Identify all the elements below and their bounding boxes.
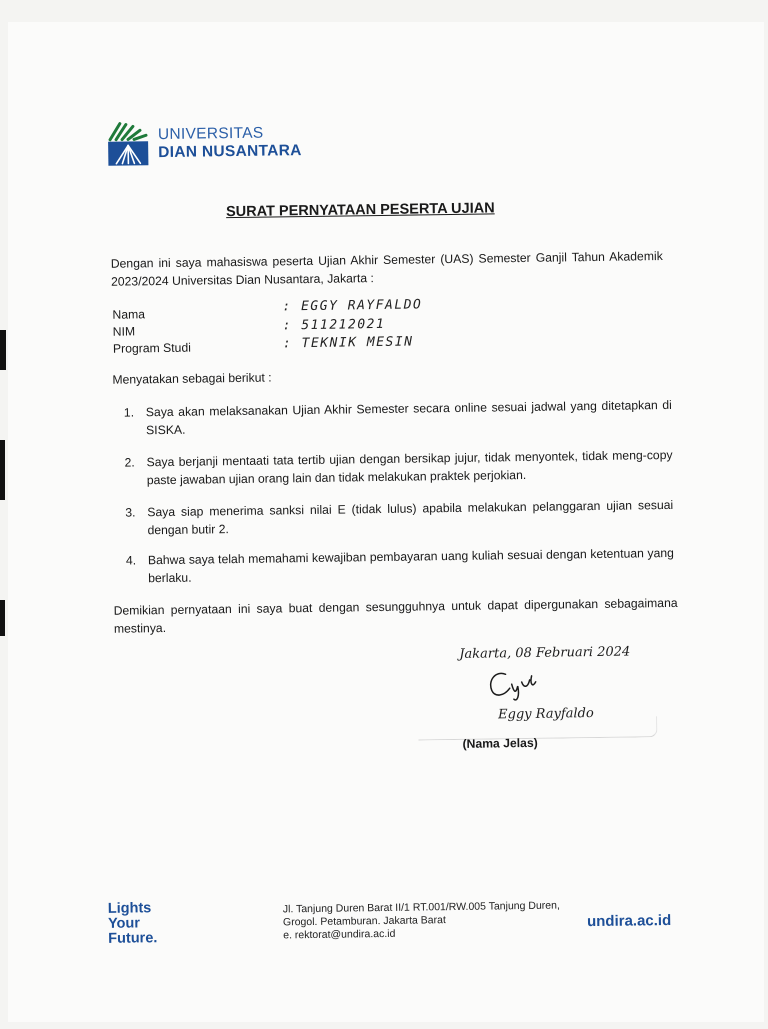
statement-item bbox=[125, 496, 673, 540]
field-label-nama: Nama bbox=[112, 307, 145, 321]
handwritten-place-date: Jakarta, 08 Februari 2024 bbox=[459, 645, 630, 662]
item-text: Bahwa saya telah memahami kewajiban pembayaran uang kuliah sesuai dengan ketentuan yang berlaku. bbox=[148, 544, 674, 587]
university-name-line2: DIAN NUSANTARA bbox=[158, 142, 302, 162]
university-logo bbox=[106, 119, 302, 168]
intro-paragraph: Dengan ini saya mahasiswa peserta Ujian Akhir Semester (UAS) Semester Ganjil Tahun Akademik 2023/2024 Universitas Dian Nusantara, Jakarta : bbox=[111, 247, 663, 291]
tagline-line: Future. bbox=[108, 931, 157, 947]
signature-area-border bbox=[418, 716, 657, 740]
footer-tagline bbox=[108, 901, 158, 947]
item-text: Saya berjanji mentaati tata tertib ujian dengan bersikap jujur, tidak menyontek, tidak meng-copy paste jawaban ujian orang lain dan tidak melakukan praktek perjokian. bbox=[146, 446, 672, 489]
field-value-program-studi: : TEKNIK MESIN bbox=[283, 335, 414, 352]
item-number: 2. bbox=[124, 453, 134, 471]
university-logo-icon bbox=[106, 121, 151, 168]
statement-item bbox=[126, 544, 674, 588]
field-label-program-studi: Program Studi bbox=[113, 341, 191, 356]
item-number: 4. bbox=[126, 551, 136, 569]
field-value-nama: : EGGY RAYFALDO bbox=[282, 297, 422, 314]
statement-item bbox=[124, 446, 672, 490]
address-email: e. rektorat@undira.ac.id bbox=[283, 926, 560, 943]
name-caption: (Nama Jelas) bbox=[462, 736, 537, 751]
handwritten-signature-name: Eggy Rayfaldo bbox=[498, 706, 594, 722]
closing-paragraph: Demikian pernyataan ini saya buat dengan sesungguhnya untuk dapat dipergunakan sebagaimana mestinya. bbox=[114, 594, 678, 638]
item-number: 1. bbox=[124, 403, 134, 421]
address-line: Jl. Tanjung Duren Barat II/1 RT.001/RW.005 Tanjung Duren, bbox=[283, 900, 560, 917]
field-label-nim: NIM bbox=[113, 324, 136, 338]
item-text: Saya siap menerima sanksi nilai E (tidak lulus) apabila melakukan pelanggaran ujian sesuai dengan butir 2. bbox=[147, 496, 673, 539]
item-number: 3. bbox=[125, 503, 135, 521]
signature bbox=[483, 666, 553, 703]
footer-website: undira.ac.id bbox=[587, 912, 671, 930]
tagline-line: Your bbox=[108, 916, 157, 932]
statement-item bbox=[124, 396, 672, 440]
item-text: Saya akan melaksanakan Ujian Akhir Semester secara online sesuai jadwal yang ditetapkan di SISKA. bbox=[146, 396, 672, 439]
document-title: SURAT PERNYATAAN PESERTA UJIAN bbox=[226, 200, 495, 220]
field-value-nim: : 511212021 bbox=[283, 317, 386, 333]
address-line: Grogol. Petamburan. Jakarta Barat bbox=[283, 913, 560, 930]
university-name-line1: UNIVERSITAS bbox=[158, 124, 302, 144]
statement-lead: Menyatakan sebagai berikut : bbox=[112, 371, 271, 387]
tagline-line: Lights bbox=[108, 901, 157, 917]
footer-address bbox=[283, 900, 561, 943]
